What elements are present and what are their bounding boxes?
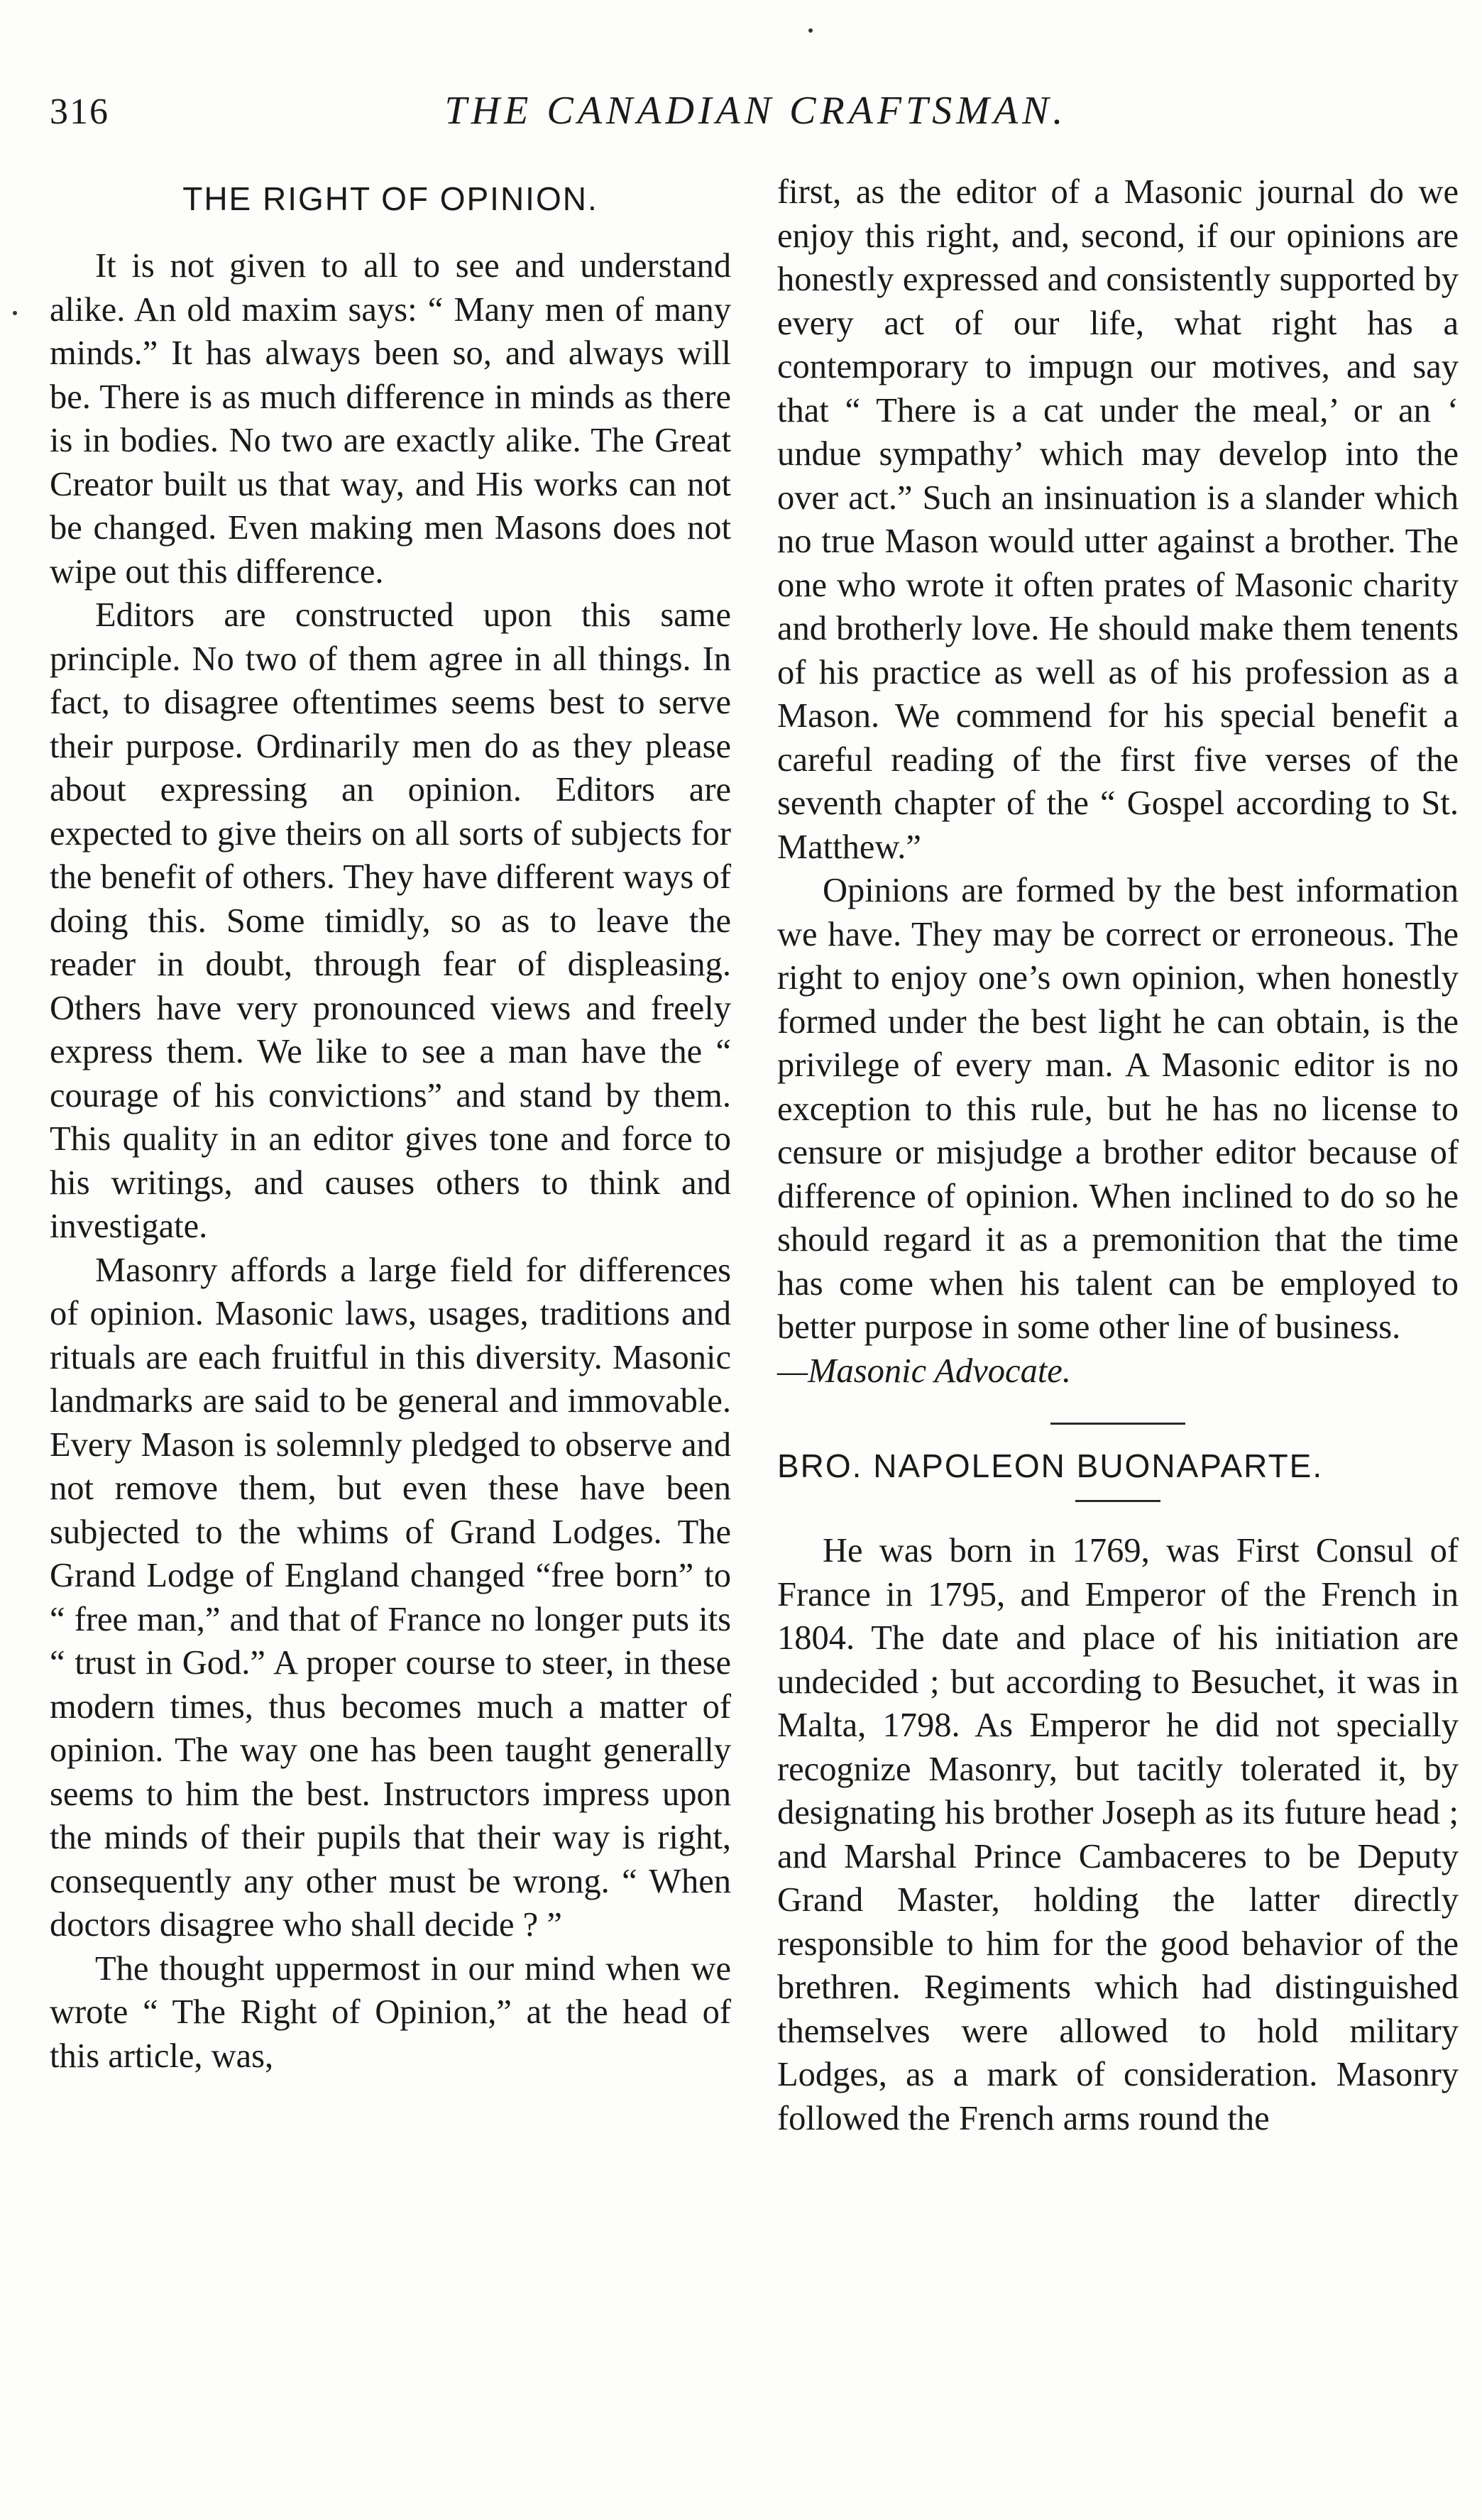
article-paragraph: He was born in 1769, was First Consul of France in 1795, and Emperor of the French in 1804. The date and place of his initiation are undecided ; but according to Besuchet, it was in Malta, 1798. As Emperor he did not specially recognize Masonry, but tacitly tolerated it, by designating his brother Joseph as its future head ; and Marshal Prince Cambaceres to be Deputy Grand Master, holding the latter directly responsible to him for the good behavior of the brethren. Regiments which had distinguished themselves were allowed to hold military Lodges, as a mark of consideration. Masonry followed the French arms round the — [777, 1532, 1459, 2137]
article-paragraph: Opinions are formed by the best information we have. They may be correct or erroneous. The right to enjoy one’s own opinion, when honestly formed under the best light he can obtain, is the privilege of every man. A Masonic editor is no exception to this rule, but he has no license to censure or misjudge a brother editor because of difference of opinion. When inclined to do so he should regard it as a premonition that the time has come when his talent can be employed to better purpose in some other line of business. — [777, 872, 1459, 1346]
running-head — [50, 78, 1462, 142]
right-column — [777, 170, 1459, 2140]
section-divider — [1050, 1423, 1185, 1425]
article-title-right-of-opinion: THE RIGHT OF OPINION. — [182, 180, 598, 217]
article-paragraph-continued: first, as the editor of a Masonic journal do we enjoy this right, and, second, if our opinions are honestly expressed and consistently supported by every act of our life, what right has a contemporary to impugn our motives, and say that “ There is a cat under the meal,’ or an ‘ undue sympathy’ which may develop into the over act.” Such an insinuation is a slander which no true Mason would utter against a brother. The one who wrote it often prates of Masonic charity and brotherly love. He should make them tenents of his practice as well as of his profession as a Mason. We commend for his special benefit a careful reading of the first five verses of the seventh chapter of the “ Gospel according to St. Matthew.” — [777, 173, 1459, 866]
title-underline — [1075, 1500, 1160, 1502]
page-number: 316 — [50, 92, 109, 132]
print-speck — [13, 311, 17, 315]
article-paragraph: It is not given to all to see and understand alike. An old maxim says: “ Many men of many minds.” It has always been so, and always will be. There is as much difference in minds as there is in bodies. No two are exactly alike. The Great Creator built us that way, and His works can not be changed. Even making men Masons does not wipe out this difference. — [50, 247, 731, 591]
source-credit: —Masonic Advocate. — [777, 1352, 1071, 1390]
article-paragraph: The thought uppermost in our mind when we wrote “ The Right of Opinion,” at the head of this article, was, — [50, 1949, 731, 2075]
article-title-napoleon: BRO. NAPOLEON BUONAPARTE. — [777, 1447, 1324, 1484]
print-speck — [808, 28, 813, 33]
journal-title: THE CANADIAN CRAFTSMAN. — [444, 89, 1067, 133]
article-paragraph: Editors are constructed upon this same principle. No two of them agree in all things. In fact, to disagree oftentimes seems best to serve their purpose. Ordinarily men do as they please about expressing an opinion. Editors are expected to give theirs on all sorts of subjects for the benefit of others. They have different ways of doing this. Some timidly, so as to leave the reader in doubt, through fear of displeasing. Others have very pronounced views and freely express them. We like to see a man have the “ courage of his convictions” and stand by them. This quality in an editor gives tone and force to his writings, and causes others to think and investigate. — [50, 596, 731, 1245]
left-column — [50, 170, 731, 2078]
article-paragraph: Masonry affords a large field for differences of opinion. Masonic laws, usages, traditions and rituals are each fruitful in this diversity. Masonic landmarks are said to be general and immovable. Every Mason is solemnly pledged to observe and not remove them, but even these have been subjected to the whims of Grand Lodges. The Grand Lodge of England changed “free born” to “ free man,” and that of France no longer puts its “ trust in God.” A proper course to steer, in these modern times, thus becomes much a matter of opinion. The way one has been taught generally seems to him the best. Instructors impress upon the minds of their pupils that their way is right, consequently any other must be wrong. “ When doctors disagree who shall decide ? ” — [50, 1251, 731, 1944]
